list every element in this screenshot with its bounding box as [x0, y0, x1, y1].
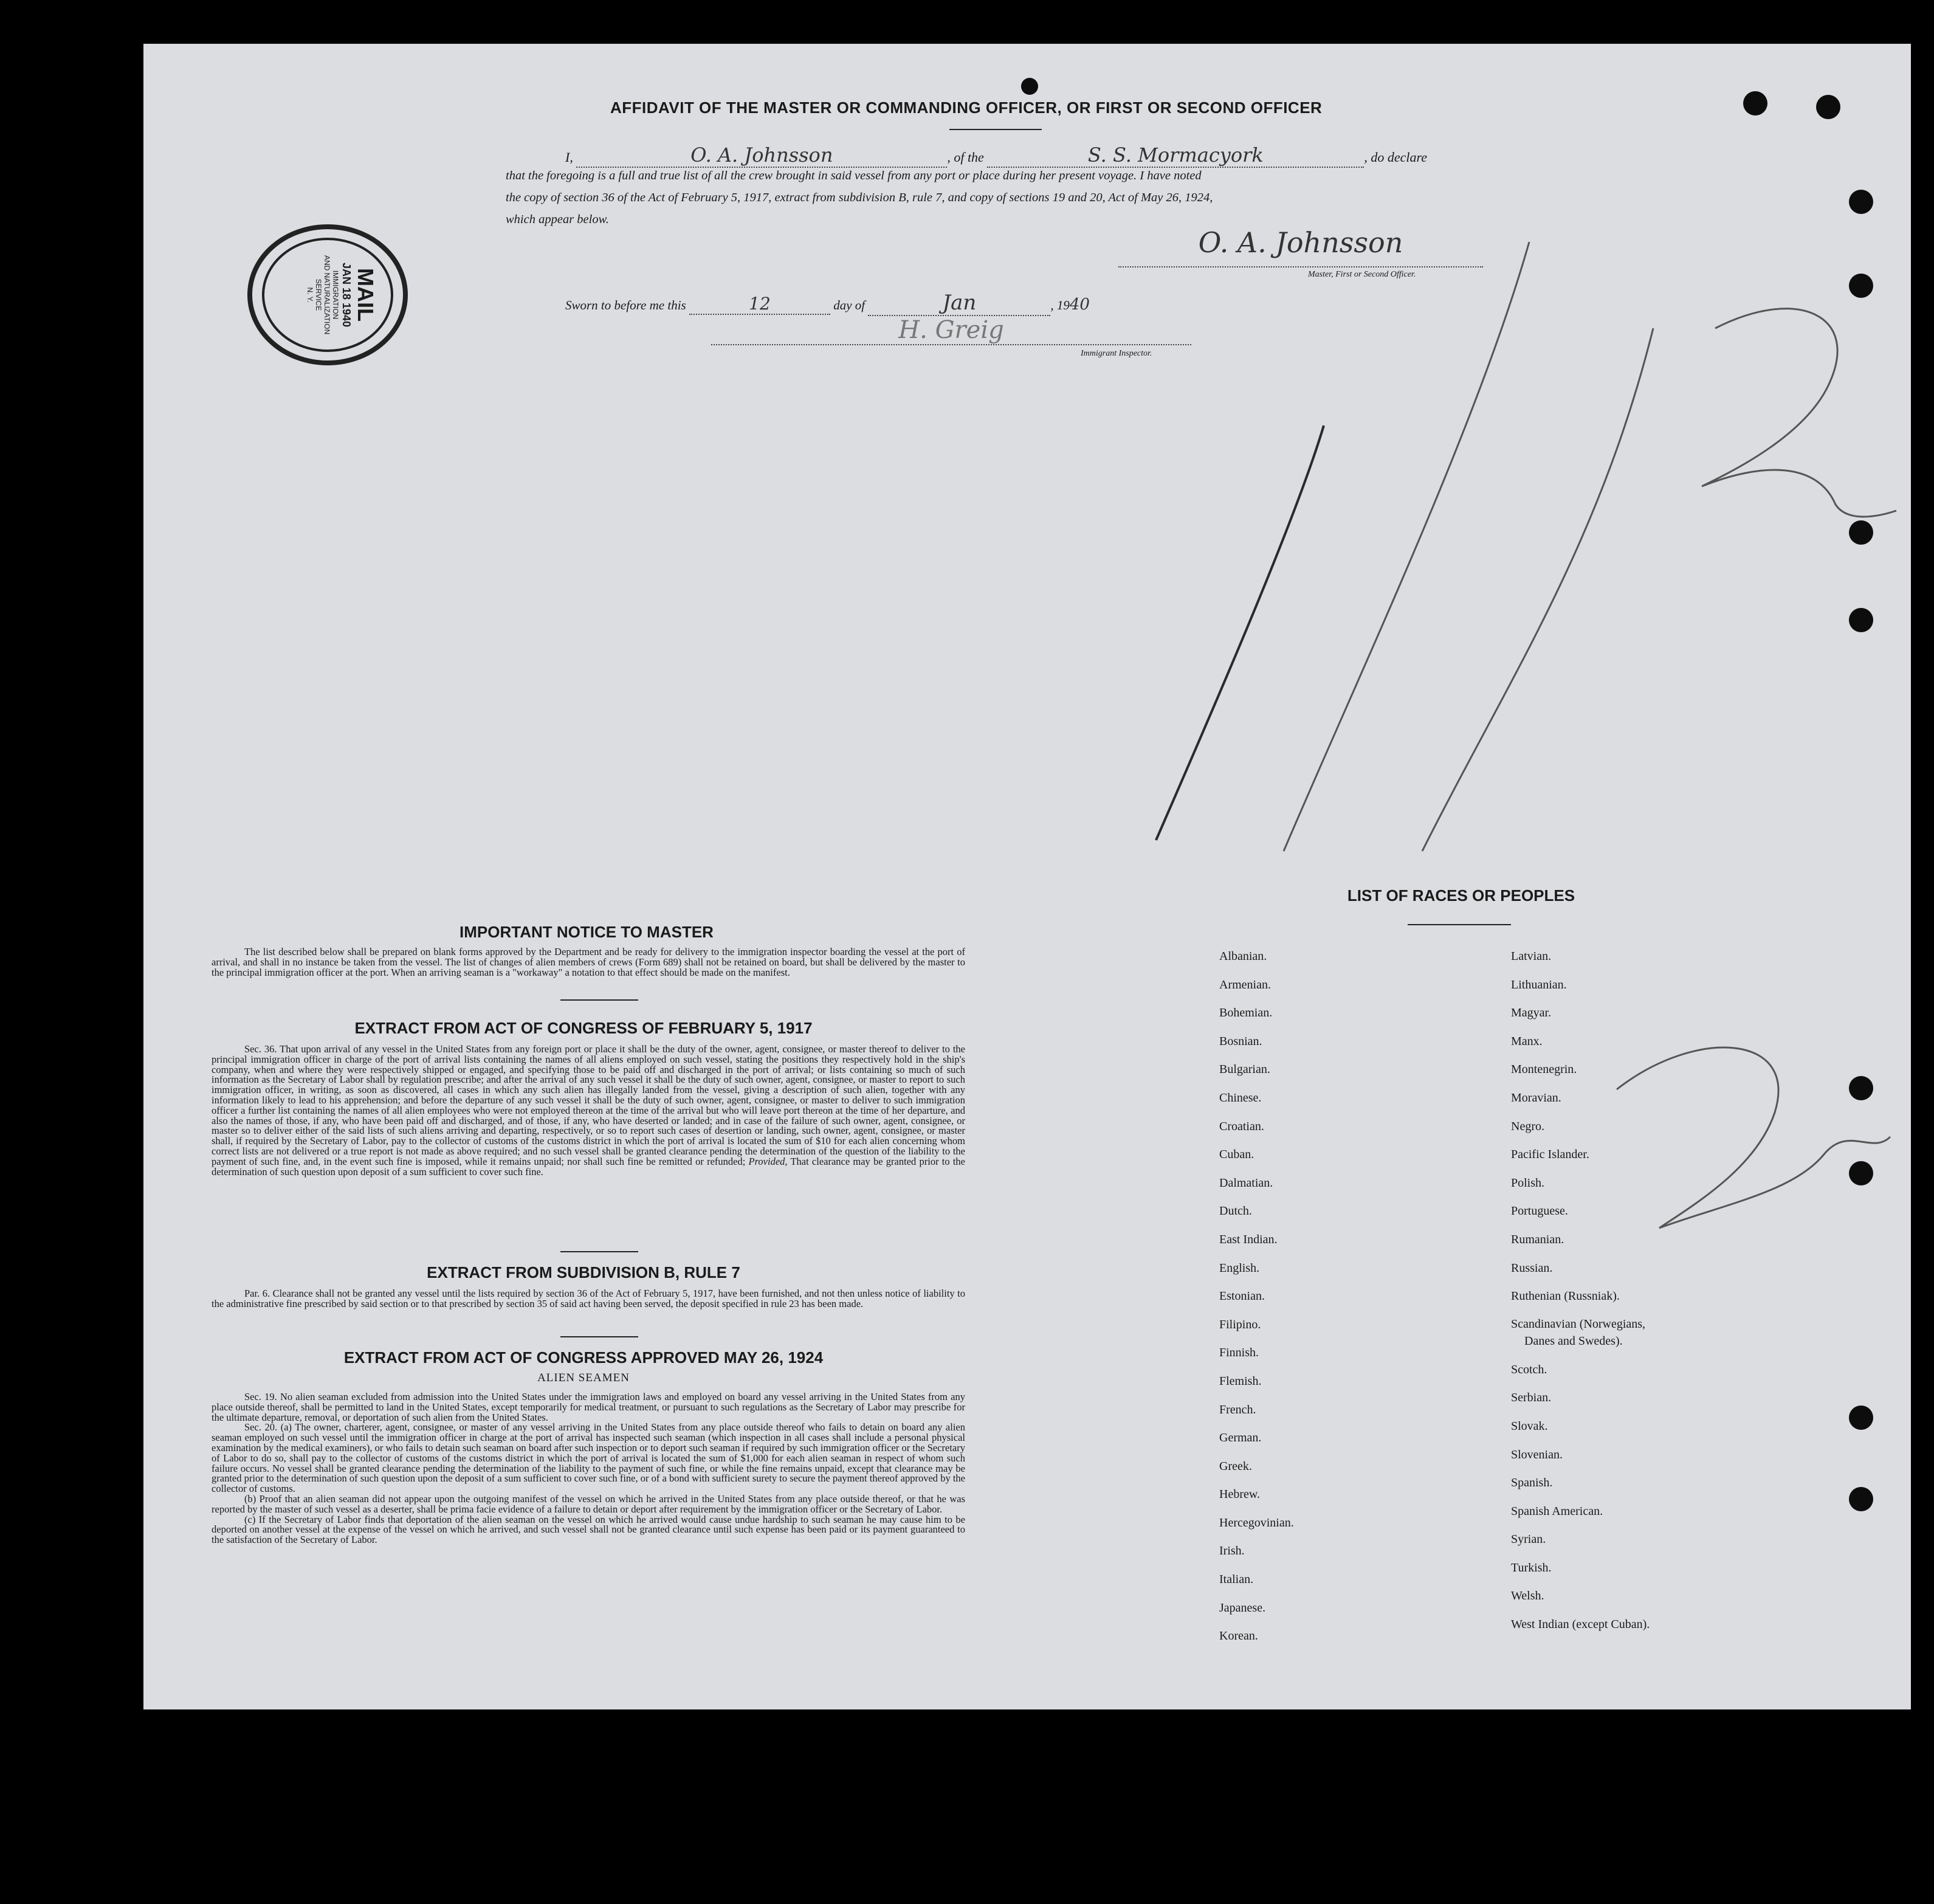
master-name: O. A. Johnsson [690, 143, 833, 167]
subdivision-b-title: EXTRACT FROM SUBDIVISION B, RULE 7 [427, 1263, 740, 1281]
races-title-rule [1408, 924, 1511, 925]
race-item: Albanian. [1219, 950, 1267, 963]
crayon-figure-2-upper [1702, 309, 1896, 517]
sec-36-paragraph [212, 1044, 965, 1177]
notice-text [212, 947, 965, 978]
sec-19-body: No alien seaman excluded from admission into the United States under the immigration laws and employed on board any vessel arriving in the United States from any place outside thereof, shall be permitted to land in the United States, except temporarily for medical treatment, or pursuant to such regulations as the Secretary of Labor may prescribe for the ultimate departure, removal, or deportation of such alien from the United States. [212, 1391, 965, 1423]
subdivision-b-text [212, 1289, 965, 1309]
race-item: German. [1219, 1431, 1262, 1445]
race-item: Greek. [1219, 1459, 1252, 1473]
race-item: Scandinavian (Norwegians, [1511, 1317, 1646, 1331]
race-item: Dalmatian. [1219, 1176, 1273, 1190]
extract-1924-title: EXTRACT FROM ACT OF CONGRESS APPROVED MAY 26, 1924 [343, 1348, 824, 1367]
extract-1917-title: EXTRACT FROM ACT OF CONGRESS OF FEBRUARY 5, 1917 [354, 1019, 813, 1037]
affidavit-line-3: the copy of section 36 of the Act of February 5, 1917, extract from subdivision B, rule 7, and copy of sections 19 and 20, Act of May 26, 1924, [506, 191, 1213, 204]
sec-20a-paragraph [212, 1423, 965, 1494]
race-item: Welsh. [1511, 1589, 1544, 1603]
sworn-year: 40 [1069, 295, 1090, 314]
stamp-line: SERVICE [314, 278, 323, 311]
sworn-month: Jan [942, 291, 977, 315]
race-item: Hebrew. [1219, 1488, 1261, 1502]
race-item: Bosnian. [1219, 1034, 1262, 1048]
race-item: Lithuanian. [1511, 978, 1567, 992]
race-item: Slovenian. [1511, 1447, 1563, 1461]
race-item: Pacific Islander. [1511, 1148, 1589, 1162]
race-item: Spanish. [1511, 1476, 1553, 1490]
race-item: Negro. [1511, 1119, 1544, 1133]
sworn-prefix: Sworn to before me this [565, 298, 686, 312]
sec-36-end: That clearance may be granted prior to the determination of such question upon deposit of a sum sufficient to cover such fine. [212, 1155, 965, 1178]
race-item: Slovak. [1511, 1419, 1548, 1433]
race-item: Danes and Swedes). [1524, 1334, 1623, 1348]
race-item: Korean. [1219, 1629, 1258, 1643]
affidavit-line-2: that the foregoing is a full and true list of all the crew brought in said vessel from any port or place during her present voyage. I have noted [506, 169, 1202, 182]
section-rule [560, 1251, 638, 1252]
extract-1924-subtitle: ALIEN SEAMEN [537, 1371, 630, 1384]
sec-19-paragraph [212, 1392, 965, 1423]
stamp-line: IMMIGRATION [331, 270, 340, 320]
sec-20a-body: (a) The owner, charterer, agent, consignee, or master of any vessel arriving in the United States from any place outside thereof who fails to detain on board any alien seaman employed on such vessel until the immigration officer in charge at the port of arrival has inspected such seaman (which inspection in all cases shall include a personal physical examination by the medical examiners), or who fails to detain such seaman on board after such inspection or to deport such seaman if required by such immigration officer or the Secretary of Labor to do so, shall pay to the collector of customs of the customs district in which the port of arrival is located the sum of $1,000 for each alien seaman in respect of whom such failure occurs. No vessel shall be granted clearance pending the determination of the liability to the payment of such fine, or while the fine remains unpaid, except that clearance may be granted prior to the determination of such question upon the deposit of a sum sufficient to cover such fine, or of a bond with sufficient surety to secure the payment thereof approved by the collector of customs. [212, 1421, 965, 1495]
i-label: I, [565, 150, 573, 165]
day-of-label: day of [833, 298, 865, 312]
race-item: Latvian. [1511, 950, 1552, 963]
sec-36-label: Sec. 36. [244, 1043, 277, 1055]
provided-label: Provided, [748, 1155, 788, 1167]
race-item: Ruthenian (Russniak). [1511, 1289, 1620, 1303]
race-item: Russian. [1511, 1261, 1553, 1275]
par-6-paragraph: Par. 6. Clearance shall not be granted any vessel until the lists required by section 36 of the Act of February 5, 1917, have been furnished, and not then unless notice of liability to the administrative fine prescribed by said section or to that prescribed by section 35 of said act having been served, the deposit specified in rule 23 has been made. [212, 1288, 965, 1309]
race-item: Moravian. [1511, 1091, 1561, 1105]
sworn-day: 12 [749, 294, 771, 314]
race-item: Flemish. [1219, 1374, 1262, 1388]
race-item: Polish. [1511, 1176, 1545, 1190]
master-signature: O. A. Johnsson [1198, 226, 1403, 259]
race-item: French. [1219, 1402, 1256, 1416]
sec-19-label: Sec. 19. [244, 1391, 277, 1402]
race-item: Italian. [1219, 1573, 1254, 1587]
do-declare-label: , do declare [1364, 150, 1427, 165]
sec-36-body: That upon arrival of any vessel in the United States from any foreign port or place it shall be the duty of the owner, agent, consignee, or master thereof to deliver to the principal immigration officer in charge of the port of arrival lists containing the names of all aliens employed on such vessel, stating the positions they respectively hold in the ship's company, when and where they were respectively shipped or engaged, and specifying those to be paid off and discharged in the port of arrival; or lists containing so much of such information as the Secretary of Labor shall by regulation prescribe; and after the arrival of any such vessel it shall be the duty of such owner, agent, consignee, or master to report to such immigration officer, in writing, as soon as discovered, all cases in which any such alien has illegally landed from the vessel, giving a description of such alien, together with any information likely to lead to his apprehension; and before the departure of any such vessel it shall be the duty of such owner, agent, consignee, or master to deliver to such immigration officer a further list containing the names of all alien employees who were not employed thereon at the time of the arrival but who will leave port thereon at the time of her departure, and also the names of those, if any, who have been paid off and discharged, and of those, if any, who have deserted or landed; and in case of the failure of such owner, agent, consignee, or master so to deliver either of the said lists of such aliens arriving and departing, respectively, or so to report such cases of desertion or landing, such owner, agent, consignee, or master shall, if required by the Secretary of Labor, pay to the collector of customs of the customs district in which the port of arrival is located the sum of $10 for each alien concerning whom correct lists are not delivered or a true report is not made as above required; and no such vessel shall be granted clearance pending the determination of the question of the liability to the payment of such fine, and, in the event such fine is imposed, while it remains unpaid; nor shall such fine be remitted or refunded; [212, 1043, 965, 1167]
race-item: Syrian. [1511, 1533, 1546, 1547]
race-item: Croatian. [1219, 1119, 1264, 1133]
master-signature-label: Master, First or Second Officer. [1308, 270, 1416, 279]
sec-20-label: Sec. 20. [244, 1421, 278, 1433]
race-item: Hercegovinian. [1219, 1516, 1294, 1530]
race-item: Magyar. [1511, 1006, 1552, 1020]
vessel-name: S. S. Mormacyork [1087, 143, 1264, 167]
race-item: Filipino. [1219, 1317, 1261, 1331]
race-item: West Indian (except Cuban). [1511, 1618, 1650, 1632]
race-item: Chinese. [1219, 1091, 1262, 1105]
inspector-signature: H. Greig [898, 316, 1004, 344]
race-item: Armenian. [1219, 978, 1271, 992]
race-item: Turkish. [1511, 1561, 1552, 1575]
affidavit-title: AFFIDAVIT OF THE MASTER OR COMMANDING OFFICER, OR FIRST OR SECOND OFFICER [610, 98, 1323, 117]
of-the-label: , of the [947, 150, 984, 165]
races-title: LIST OF RACES OR PEOPLES [1347, 886, 1575, 905]
crayon-stroke-1 [1156, 426, 1324, 840]
races-left-column [1219, 942, 1294, 1650]
stamp-line: AND NATURALIZATION [323, 255, 331, 335]
year-prefix: , 19 [1050, 298, 1070, 312]
affidavit-line-4: which appear below. [506, 213, 609, 226]
race-item: Manx. [1511, 1034, 1543, 1048]
race-item: Bulgarian. [1219, 1063, 1270, 1077]
notice-paragraph: The list described below shall be prepared on blank forms approved by the Department and be ready for delivery to the immigration inspector boarding the vessel at the port of arrival, and shall in no instance be taken from the vessel. The list of changes of alien members of crews (Form 689) shall not be retained on board, but shall be delivered by the master to the principal immigration officer at the port. When an arriving seaman is a "workaway" a notation to that effect should be made on the manifest. [212, 946, 965, 978]
race-item: Estonian. [1219, 1289, 1265, 1303]
race-item: Montenegrin. [1511, 1063, 1577, 1077]
race-item: Portuguese. [1511, 1204, 1568, 1218]
extract-1924-text [212, 1392, 965, 1545]
section-rule [560, 999, 638, 1001]
race-item: Japanese. [1219, 1601, 1266, 1615]
race-item: English. [1219, 1261, 1260, 1275]
race-item: Serbian. [1511, 1391, 1552, 1405]
race-item: Irish. [1219, 1544, 1245, 1558]
stamp-main: MAIL [353, 268, 378, 322]
crayon-stroke-3 [1422, 328, 1653, 851]
crayon-stroke-2 [1284, 242, 1529, 851]
race-item: Spanish American. [1511, 1504, 1603, 1518]
crayon-figure-2-lower [1617, 1047, 1890, 1228]
race-item: Cuban. [1219, 1148, 1254, 1162]
races-right-column [1511, 942, 1650, 1639]
sec-20c-paragraph: (c) If the Secretary of Labor finds that deportation of the alien seaman on the vessel on which he arrived would cause undue hardship to such seaman he may cause him to be deported on another vessel at the expense of the vessel on which he arrived, and such vessel shall not be granted clearance until such expense has been paid or its payment guaranteed to the satisfaction of the Secretary of Labor. [212, 1513, 965, 1546]
extract-1917-text [212, 1044, 965, 1177]
race-item: Finnish. [1219, 1346, 1259, 1360]
inspector-label: Immigrant Inspector. [1081, 349, 1152, 358]
race-item: Scotch. [1511, 1362, 1547, 1376]
stamp-date: JAN 18 1940 [340, 262, 353, 328]
race-item: Rumanian. [1511, 1232, 1564, 1246]
race-item: East Indian. [1219, 1232, 1278, 1246]
race-item: Bohemian. [1219, 1006, 1273, 1020]
sec-20b-paragraph: (b) Proof that an alien seaman did not appear upon the outgoing manifest of the vessel on which he arrived in the United States from any place outside thereof, or that he was reported by the master of such vessel as a deserter, shall be prima facie evidence of a failure to detain or deport after requirement by the immigration officer or the Secretary of Labor. [212, 1492, 965, 1515]
stamp-line: N. Y. [306, 287, 314, 303]
notice-title: IMPORTANT NOTICE TO MASTER [459, 923, 714, 941]
section-rule [560, 1336, 638, 1337]
race-item: Dutch. [1219, 1204, 1252, 1218]
